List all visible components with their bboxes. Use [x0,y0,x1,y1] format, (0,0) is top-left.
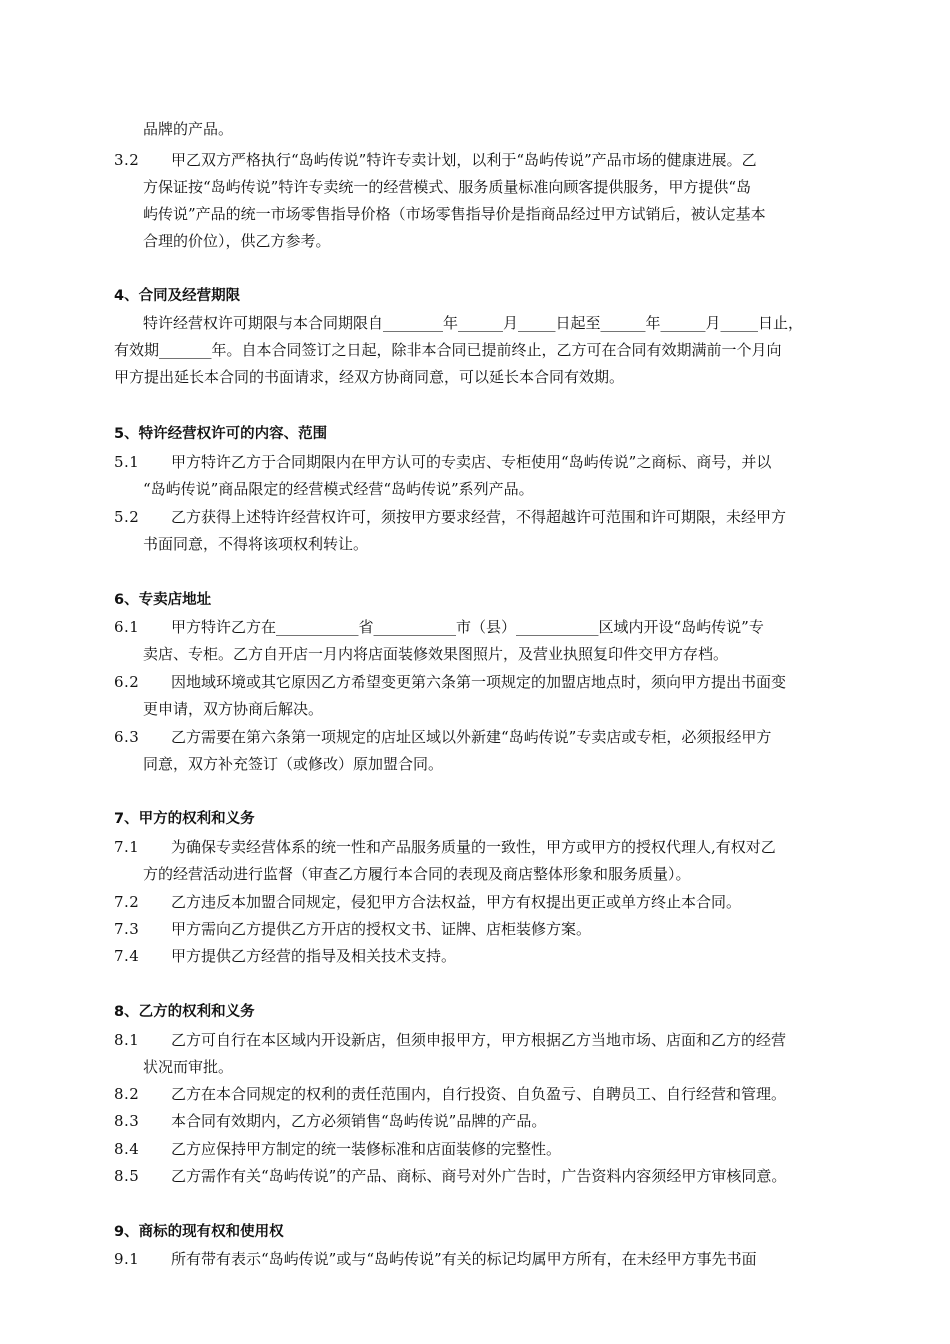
clause-number: 5.2 [114,508,140,526]
paragraph-line: 甲方提供乙方经营的指导及相关技术支持。 [171,947,457,965]
paragraph-line: 特许经营权许可期限与本合同期限自________年______月_____日起至______年______月_____日止， [143,314,804,332]
clause-number: 8.4 [114,1140,140,1158]
clause-number: 5.1 [114,453,140,471]
paragraph-line: 合理的价位），供乙方参考。 [143,232,331,250]
clause-number: 9.1 [114,1250,140,1268]
paragraph-line: 书面同意，不得将该项权利转让。 [143,535,369,553]
paragraph-line: 本合同有效期内，乙方必须销售“岛屿传说”品牌的产品。 [171,1112,547,1130]
paragraph-line: 甲方提出延长本合同的书面请求，经双方协商同意，可以延长本合同有效期。 [114,368,625,386]
paragraph-line: 同意，双方补充签订（或修改）原加盟合同。 [143,755,444,773]
paragraph-line: 甲方特许乙方于合同期限内在甲方认可的专卖店、专柜使用“岛屿传说”之商标、商号，并以 [171,453,772,471]
clause-number: 7.3 [114,920,140,938]
paragraph-line: 卖店、专柜。乙方自开店一月内将店面装修效果图照片，及营业执照复印件交甲方存档。 [143,645,729,663]
paragraph-line: 方的经营活动进行监督（审查乙方履行本合同的表现及商店整体形象和服务质量）。 [143,865,691,883]
paragraph-line: 甲方特许乙方在___________省___________市（县）___________区域内开设“岛屿传说”专 [171,618,764,636]
paragraph-line: 因地域环境或其它原因乙方希望变更第六条第一项规定的加盟店地点时，须向甲方提出书面变 [171,673,787,691]
section-heading: 4、合同及经营期限 [114,288,241,304]
clause-number: 6.2 [114,673,140,691]
paragraph-line: 乙方获得上述特许经营权许可，须按甲方要求经营，不得超越许可范围和许可期限，未经甲方 [171,508,787,526]
clause-number: 6.1 [114,618,140,636]
paragraph-line: 品牌的产品。 [143,120,234,138]
paragraph-line: 乙方可自行在本区域内开设新店，但须申报甲方，甲方根据乙方当地市场、店面和乙方的经营 [171,1031,787,1049]
paragraph-line: 甲方需向乙方提供乙方开店的授权文书、证牌、店柜装修方案。 [171,920,592,938]
paragraph-line: 方保证按“岛屿传说”特许专卖统一的经营模式、服务质量标准向顾客提供服务，甲方提供“岛 [143,178,752,196]
clause-number: 7.1 [114,838,140,856]
paragraph-line: 状况而审批。 [143,1058,234,1076]
paragraph-line: 乙方需作有关“岛屿传说”的产品、商标、商号对外广告时，广告资料内容须经甲方审核同意。 [171,1167,787,1185]
section-heading: 5、特许经营权许可的内容、范围 [114,426,328,442]
paragraph-line: “岛屿传说”商品限定的经营模式经营“岛屿传说”系列产品。 [143,480,534,498]
section-heading: 9、商标的现有权和使用权 [114,1224,284,1240]
clause-number: 6.3 [114,728,140,746]
paragraph-line: 乙方应保持甲方制定的统一装修标准和店面装修的完整性。 [171,1140,562,1158]
clause-number: 8.5 [114,1167,140,1185]
paragraph-line: 乙方违反本加盟合同规定，侵犯甲方合法权益，甲方有权提出更正或单方终止本合同。 [171,893,742,911]
clause-number: 8.3 [114,1112,140,1130]
paragraph-line: 为确保专卖经营体系的统一性和产品服务质量的一致性，甲方或甲方的授权代理人,有权对乙 [171,838,776,856]
paragraph-line: 乙方在本合同规定的权利的责任范围内，自行投资、自负盈亏、自聘员工、自行经营和管理。 [171,1085,787,1103]
clause-number: 7.2 [114,893,140,911]
section-heading: 6、专卖店地址 [114,592,212,608]
paragraph-line: 有效期_______年。自本合同签订之日起，除非本合同已提前终止，乙方可在合同有效期满前一个月向 [114,341,782,359]
clause-number: 8.2 [114,1085,140,1103]
paragraph-line: 所有带有表示“岛屿传说”或与“岛屿传说”有关的标记均属甲方所有，在未经甲方事先书面 [171,1250,757,1268]
clause-number: 7.4 [114,947,140,965]
section-heading: 8、乙方的权利和义务 [114,1004,255,1020]
paragraph-line: 甲乙双方严格执行“岛屿传说”特许专卖计划，以利于“岛屿传说”产品市场的健康进展。乙 [171,151,757,169]
clause-number: 3.2 [114,151,140,169]
paragraph-line: 乙方需要在第六条第一项规定的店址区域以外新建“岛屿传说”专卖店或专柜，必须报经甲方 [171,728,772,746]
paragraph-line: 更申请，双方协商后解决。 [143,700,324,718]
section-heading: 7、甲方的权利和义务 [114,811,255,827]
clause-number: 8.1 [114,1031,140,1049]
paragraph-line: 屿传说”产品的统一市场零售指导价格（市场零售指导价是指商品经过甲方试销后，被认定基本 [143,205,766,223]
